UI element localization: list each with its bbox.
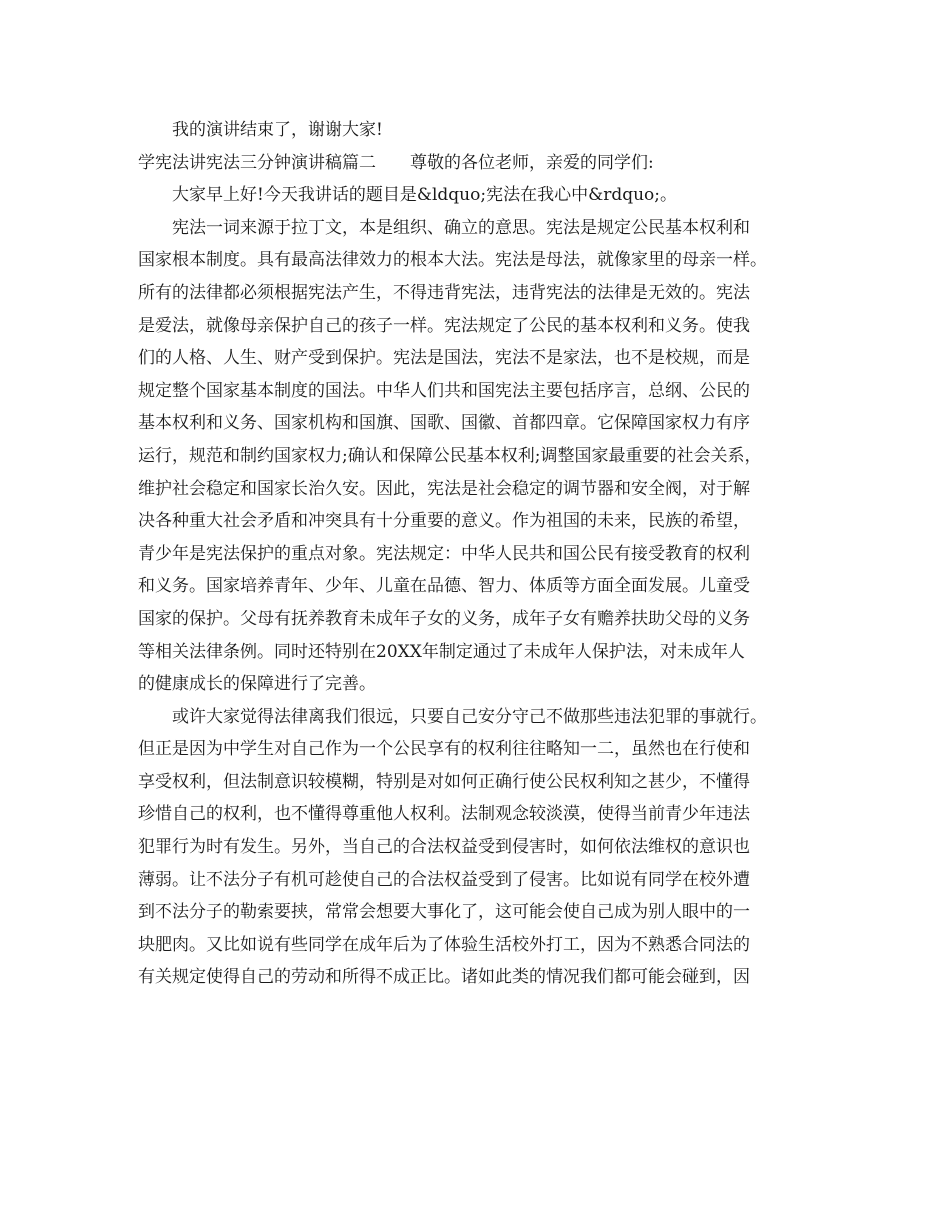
text-line: 运行，规范和制约国家权力;确认和保障公民基本权利;调整国家最重要的社会关系， — [138, 445, 762, 466]
text-line: 大家早上好!今天我讲话的题目是&ldquo;宪法在我心中&rdquo;。 — [172, 185, 678, 206]
text-line: 的健康成长的保障进行了完善。 — [138, 674, 376, 695]
text-line: 块肥肉。又比如说有些同学在成年后为了体验生活校外打工，因为不熟悉合同法的 — [138, 934, 750, 955]
text-line: 国家的保护。父母有抚养教育未成年子女的义务，成年子女有赡养扶助父母的义务 — [138, 608, 750, 629]
text-line: 犯罪行为时有发生。另外，当自己的合法权益受到侵害时，如何依法维权的意识也 — [138, 837, 750, 858]
text-line: 有关规定使得自己的劳动和所得不成正比。诸如此类的情况我们都可能会碰到，因 — [138, 967, 750, 988]
text-line: 薄弱。让不法分子有机可趁使自己的合法权益受到了侵害。比如说有同学在校外遭 — [138, 869, 750, 890]
text-line: 规定整个国家基本制度的国法。中华人们共和国宪法主要包括序言，总纲、公民的 — [138, 380, 750, 401]
text-line: 是爱法，就像母亲保护自己的孩子一样。宪法规定了公民的基本权利和义务。使我 — [138, 315, 750, 336]
text-line: 宪法一词来源于拉丁文，本是组织、确立的意思。宪法是规定公民基本权利和 — [172, 217, 750, 238]
text-line: 我的演讲结束了，谢谢大家! — [172, 120, 383, 140]
text-line: 国家根本制度。具有最高法律效力的根本大法。宪法是母法，就像家里的母亲一样。 — [138, 250, 767, 271]
speech-text — [138, 114, 824, 994]
text-line: 享受权利，但法制意识较模糊，特别是对如何正确行使公民权利知之甚少，不懂得 — [138, 771, 750, 792]
text-line: 所有的法律都必须根据宪法产生，不得违背宪法，违背宪法的法律是无效的。宪法 — [138, 282, 750, 303]
text-line: 学宪法讲宪法三分钟演讲稿篇二 尊敬的各位老师，亲爱的同学们: — [138, 152, 654, 173]
text-line: 青少年是宪法保护的重点对象。宪法规定：中华人民共和国公民有接受教育的权利 — [138, 543, 750, 564]
text-line: 珍惜自己的权利，也不懂得尊重他人权利。法制观念较淡漠，使得当前青少年违法 — [138, 804, 750, 825]
text-line: 和义务。国家培养青年、少年、儿童在品德、智力、体质等方面全面发展。儿童受 — [138, 576, 750, 597]
text-line: 到不法分子的勒索要挟，常常会想要大事化了，这可能会使自己成为别人眼中的一 — [138, 902, 750, 923]
text-line: 决各种重大社会矛盾和冲突具有十分重要的意义。作为祖国的未来，民族的希望， — [138, 511, 750, 532]
text-line: 但正是因为中学生对自己作为一个公民享有的权利往往略知一二，虽然也在行使和 — [138, 739, 750, 760]
text-line: 等相关法律条例。同时还特别在20XX年制定通过了未成年人保护法，对未成年人 — [138, 641, 745, 662]
text-line: 们的人格、人生、财产受到保护。宪法是国法，宪法不是家法，也不是校规，而是 — [138, 348, 750, 369]
text-line: 维护社会稳定和国家长治久安。因此，宪法是社会稳定的调节器和安全阀，对于解 — [138, 478, 750, 499]
text-line: 或许大家觉得法律离我们很远，只要自己安分守己不做那些违法犯罪的事就行。 — [172, 706, 767, 727]
text-line: 基本权利和义务、国家机构和国旗、国歌、国徽、首都四章。它保障国家权力有序 — [138, 413, 750, 434]
